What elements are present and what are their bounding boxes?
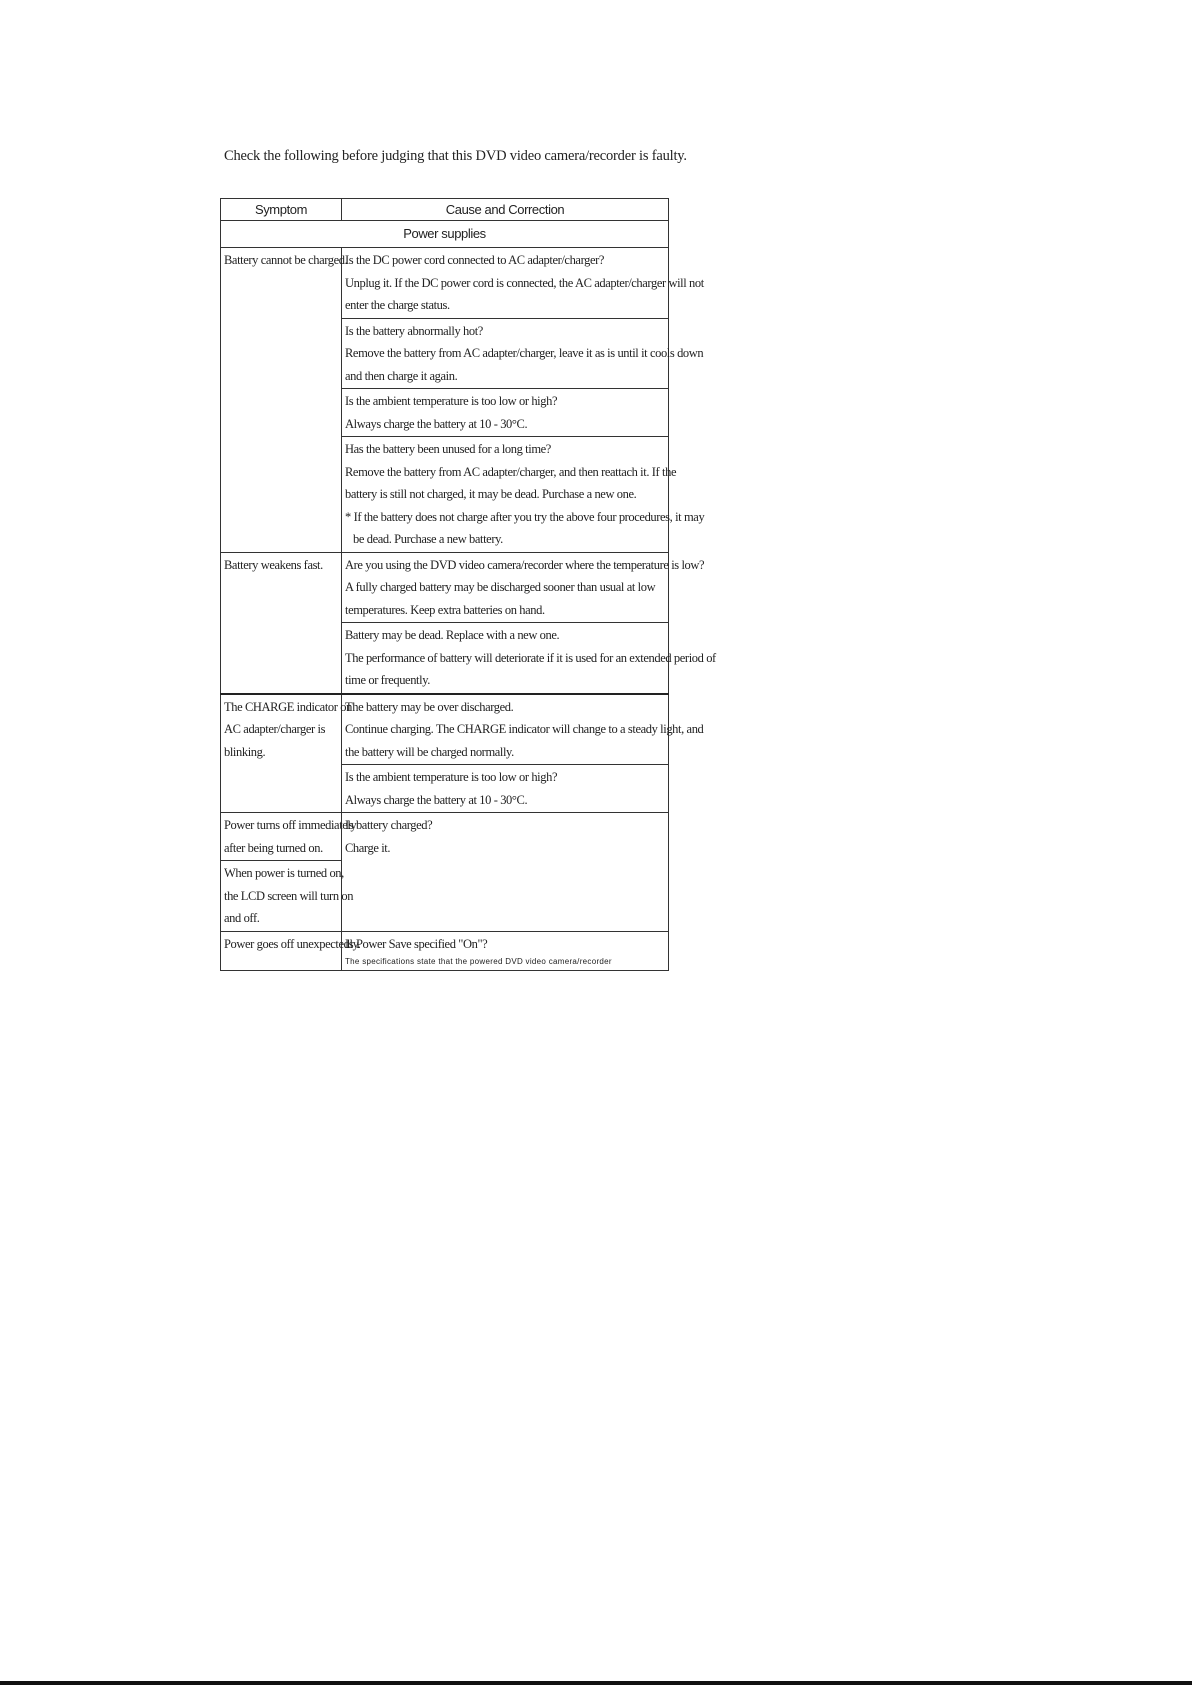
text-line: Charge it. (345, 840, 391, 855)
text-line: Continue charging. The CHARGE indicator will change to a steady light, and (345, 722, 704, 736)
text-line: temperatures. Keep extra batteries on hand. (345, 602, 545, 617)
text-line: Remove the battery from AC adapter/charger, leave it as is until it cools down (345, 346, 704, 360)
symptom-cell (221, 813, 357, 861)
symptom-cell (221, 248, 348, 553)
text-line: and then charge it again. (345, 368, 458, 383)
text-line: Is the ambient temperature is too low or high? (345, 394, 558, 408)
text-line: The performance of battery will deteriorate if it is used for an extended period of (345, 650, 716, 665)
table-row (221, 694, 669, 765)
text-line: Remove the battery from AC adapter/charger, and then reattach it. If the (345, 464, 677, 479)
symptom-cell (221, 861, 354, 932)
text-line: The battery may be over discharged. (345, 699, 514, 714)
page-bottom-rule (0, 1681, 1192, 1685)
text-line: enter the charge status. (345, 298, 450, 312)
text-line: time or frequently. (345, 673, 430, 687)
text-line: Power goes off unexpectedly. (224, 936, 361, 951)
text-line: A fully charged battery may be discharged sooner than usual at low (345, 580, 656, 594)
text-line: Unplug it. If the DC power cord is connected, the AC adapter/charger will not (345, 275, 704, 290)
text-line: Is the battery abnormally hot? (345, 323, 483, 338)
cause-cell (342, 694, 704, 765)
text-line: When power is turned on, (224, 866, 344, 880)
text-line: Has the battery been unused for a long time? (345, 442, 551, 456)
header-symptom: Symptom (221, 199, 342, 221)
text-line: be dead. Purchase a new battery. (353, 532, 503, 546)
table-row (221, 248, 669, 319)
table-header-row (221, 199, 669, 221)
table-row (221, 552, 669, 623)
text-line: blinking. (224, 744, 266, 759)
text-line: The specifications state that the powered DVD video camera/recorder (345, 957, 612, 966)
text-line: and off. (224, 911, 260, 925)
cause-cell (342, 765, 669, 813)
cause-cell (342, 437, 705, 553)
section-title: Power supplies (221, 221, 669, 248)
cause-cell (342, 931, 669, 971)
troubleshooting-table (220, 198, 716, 966)
cause-cell (342, 623, 716, 694)
text-line: Always charge the battery at 10 - 30°C. (345, 792, 528, 807)
text-line: AC adapter/charger is (224, 722, 326, 736)
text-line: Battery weakens fast. (224, 557, 323, 572)
text-line: Is battery charged? (345, 818, 433, 832)
table-row (221, 931, 669, 971)
intro-text: Check the following before judging that this DVD video camera/recorder is faulty. (224, 148, 687, 164)
text-line: battery is still not charged, it may be dead. Purchase a new one. (345, 487, 637, 501)
symptom-cell (221, 931, 361, 971)
text-line: the battery will be charged normally. (345, 744, 514, 759)
text-line: Power turns off immediately (224, 818, 357, 832)
text-line: after being turned on. (224, 840, 323, 855)
section-row (221, 221, 669, 248)
cause-cell (342, 248, 704, 319)
text-line: The CHARGE indicator on (224, 699, 352, 714)
symptom-cell (221, 552, 342, 694)
text-line: Is the DC power cord connected to AC adapter/charger? (345, 253, 605, 267)
text-line: Battery may be dead. Replace with a new one. (345, 628, 560, 642)
cause-cell (342, 389, 669, 437)
text-line: the LCD screen will turn on (224, 888, 354, 903)
text-line: * If the battery does not charge after you try the above four procedures, it may (345, 509, 705, 524)
cause-cell (342, 318, 704, 389)
table-row (221, 813, 669, 861)
cause-cell (342, 552, 705, 623)
text-line: Battery cannot be charged. (224, 253, 348, 267)
header-cause-correction: Cause and Correction (342, 199, 669, 221)
cause-cell (342, 813, 669, 932)
text-line: Are you using the DVD video camera/recorder where the temperature is low? (345, 557, 705, 572)
symptom-cell (221, 694, 352, 813)
text-line: Always charge the battery at 10 - 30°C. (345, 416, 528, 431)
text-line: Is Power Save specified "On"? (345, 936, 488, 951)
text-line: Is the ambient temperature is too low or high? (345, 770, 558, 784)
